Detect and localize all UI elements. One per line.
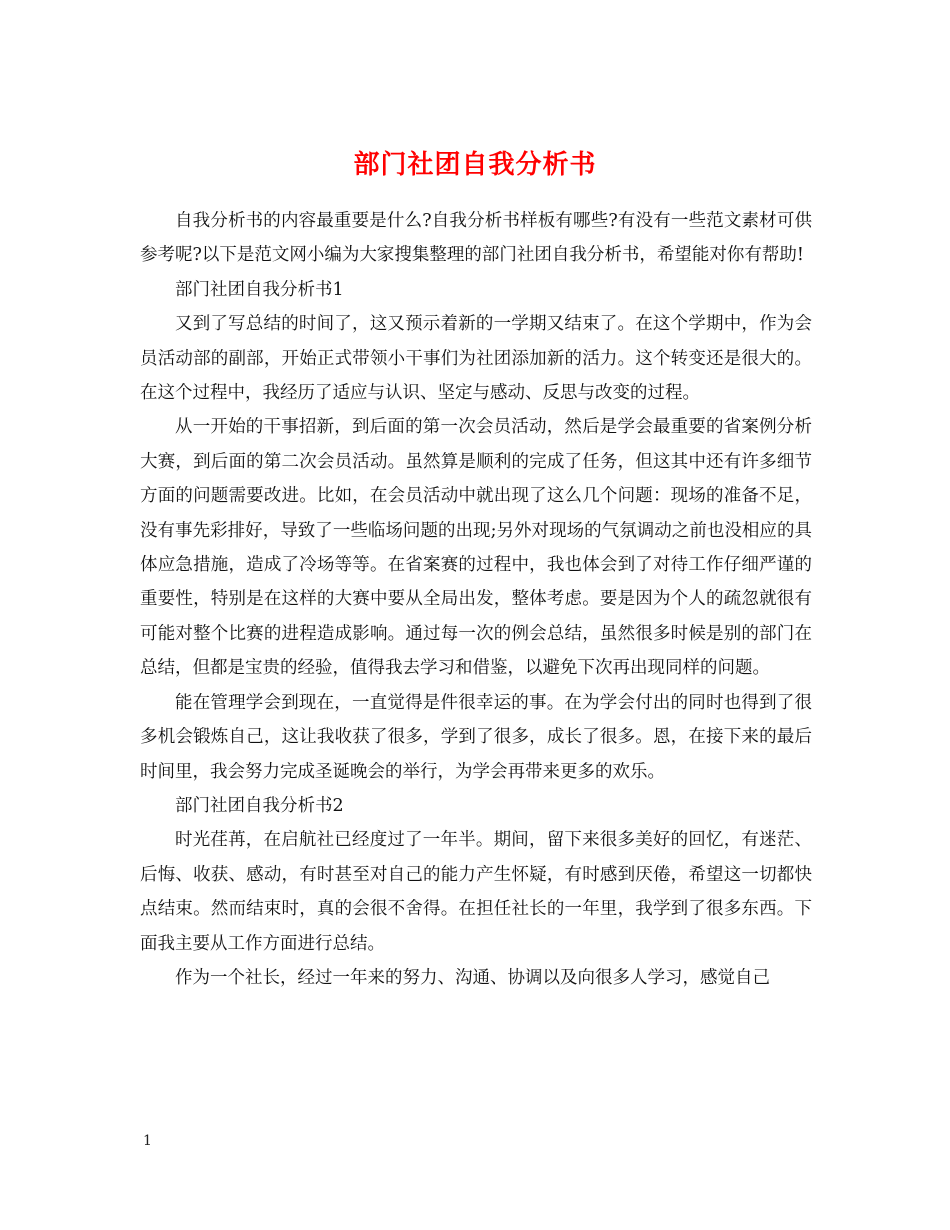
page-number: 1 xyxy=(143,1133,152,1149)
body-paragraph: 从一开始的干事招新，到后面的第一次会员活动，然后是学会最重要的省案例分析大赛，到后面的第二次会员活动。虽然算是顺利的完成了任务，但这其中还有许多细节方面的问题需要改进。比如，在会员活动中就出现了这么几个问题：现场的准备不足，没有事先彩排好，导致了一些临场问题的出现;另外对现场的气氛调动之前也没相应的具体应急措施，造成了冷场等等。在省案赛的过程中，我也体会到了对待工作仔细严谨的重要性，特别是在这样的大赛中要从全局出发，整体考虑。要是因为个人的疏忽就很有可能对整个比赛的进程造成影响。通过每一次的例会总结，虽然很多时候是别的部门在总结，但都是宝贵的经验，值得我去学习和借鉴，以避免下次再出现同样的问题。 xyxy=(140,417,812,679)
body-paragraph: 时光荏苒，在启航社已经度过了一年半。期间，留下来很多美好的回忆，有迷茫、后悔、收获、感动，有时甚至对自己的能力产生怀疑，有时感到厌倦，希望这一切都快点结束。然而结束时，真的会很不舍得。在担任社长的一年里，我学到了很多东西。下面我主要从工作方面进行总结。 xyxy=(140,830,812,954)
body-paragraph: 能在管理学会到现在，一直觉得是件很幸运的事。在为学会付出的同时也得到了很多机会锻炼自己，这让我收获了很多，学到了很多，成长了很多。恩，在接下来的最后时间里，我会努力完成圣诞晚会的举行，为学会再带来更多的欢乐。 xyxy=(140,692,812,782)
body-paragraph: 又到了写总结的时间了，这又预示着新的一学期又结束了。在这个学期中，作为会员活动部的副部，开始正式带领小干事们为社团添加新的活力。这个转变还是很大的。在这个过程中，我经历了适应与认识、坚定与感动、反思与改变的过程。 xyxy=(140,314,812,404)
page-title: 部门社团自我分析书 xyxy=(353,150,597,181)
body-paragraph: 作为一个社长，经过一年来的努力、沟通、协调以及向很多人学习，感觉自己 xyxy=(175,967,770,988)
section-heading-1: 部门社团自我分析书1 xyxy=(175,279,344,300)
intro-paragraph: 自我分析书的内容最重要是什么?自我分析书样板有哪些?有没有一些范文素材可供参考呢?以下是范文网小编为大家搜集整理的部门社团自我分析书，希望能对你有帮助! xyxy=(140,211,812,266)
document-body xyxy=(140,204,812,995)
section-heading-2: 部门社团自我分析书2 xyxy=(175,795,344,816)
